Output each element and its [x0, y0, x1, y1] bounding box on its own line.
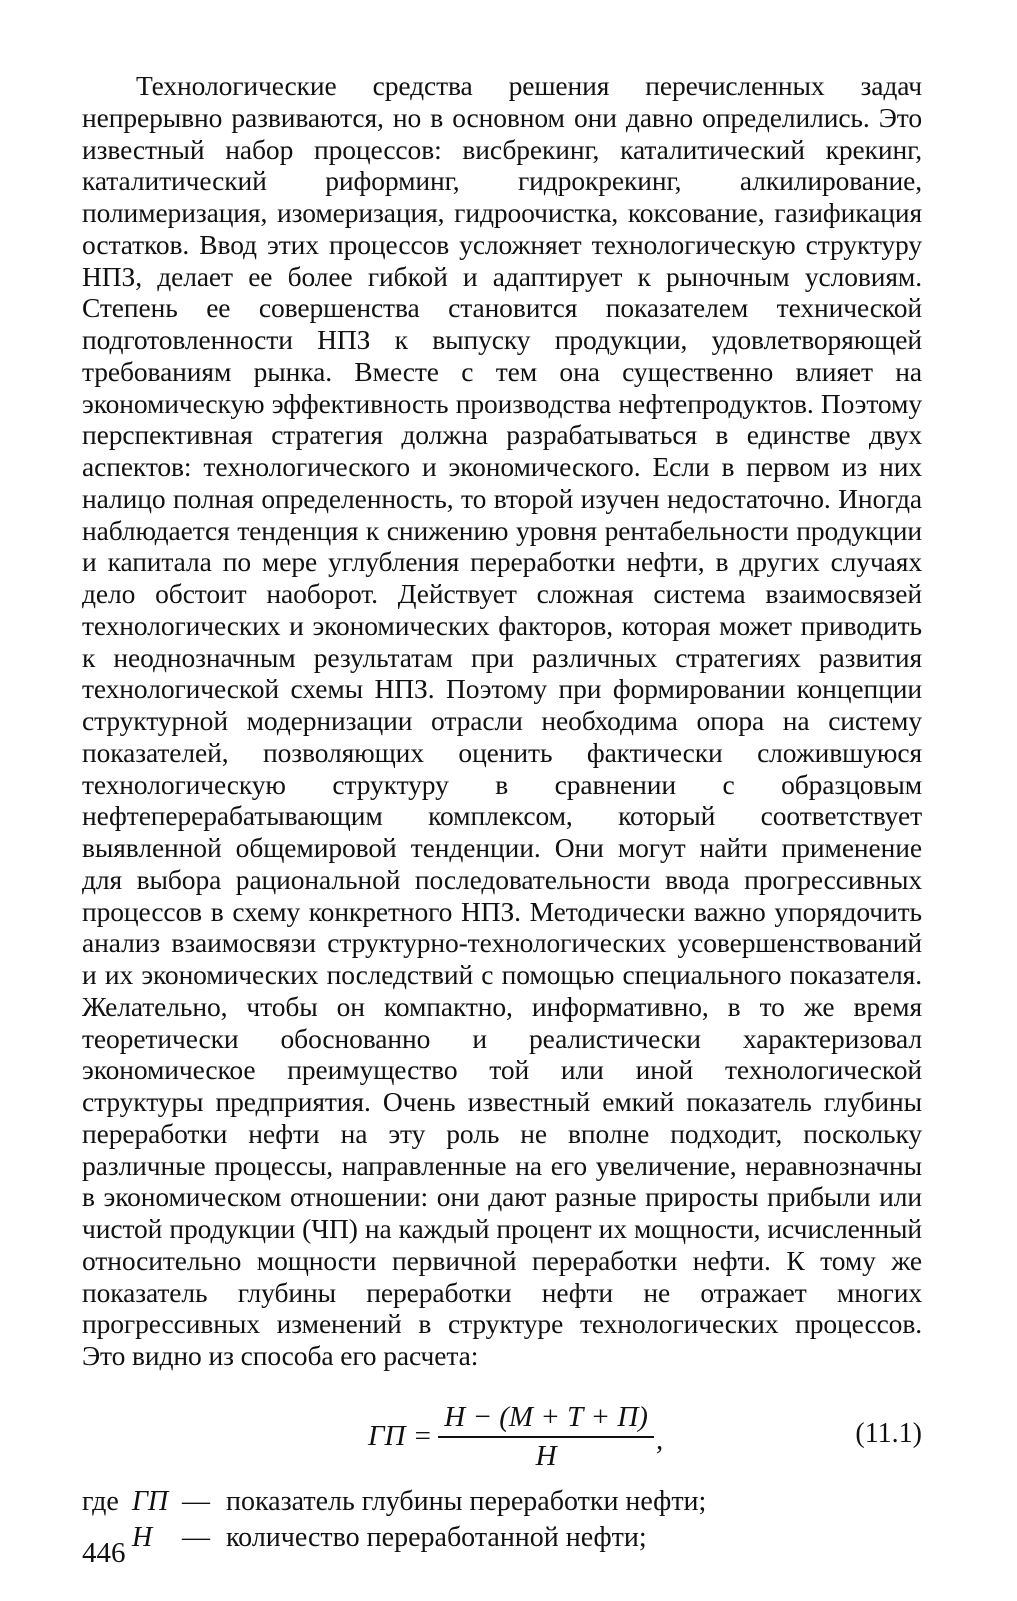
- formula-comma: ,: [655, 1424, 664, 1457]
- formula-denominator: Н: [535, 1439, 557, 1472]
- page-content: [82, 70, 922, 1556]
- definition-dash: —: [182, 1485, 210, 1517]
- formula-numerator: Н − (М + Т + П): [438, 1400, 654, 1438]
- equation-number: (11.1): [855, 1417, 922, 1449]
- formula-11-1: [82, 1372, 922, 1484]
- definition-row: [82, 1520, 922, 1556]
- definition-text: количество переработанной нефти;: [226, 1521, 647, 1553]
- definition-symbol: ГП: [132, 1485, 169, 1517]
- definitions-lead: где: [82, 1485, 119, 1517]
- body-paragraph: Технологические средства решения перечисленных задач непрерывно развиваются, но в основном они давно определились. Это известный набор процессов: висбрекинг, каталитический крекинг, каталитический риформинг, гидрокрекинг, алкилирование, полимеризация, изомеризация, гидроочистка, коксование, газификация остатков. Ввод этих процессов усложняет технологическую структуру НПЗ, делает ее более гибкой и адаптирует к рыночным условиям. Степень ее совершенства становится показателем технической подготовленности НПЗ к выпуску продукции, удовлетворяющей требованиям рынка. Вместе с тем она существенно влияет на экономическую эффективность производства нефтепродуктов. Поэтому перспективная стратегия должна разрабатываться в единстве двух аспектов: технологического и экономического. Если в первом из них налицо полная определенность, то второй изучен недостаточно. Иногда наблюдается тенденция к снижению уровня рентабельности продукции и капитала по мере углубления переработки нефти, в других случаях дело обстоит наоборот. Действует сложная система взаимосвязей технологических и экономических факторов, которая может приводить к неоднозначным результатам при различных стратегиях развития технологической схемы НПЗ. Поэтому при формировании концепции структурной модернизации отрасли необходима опора на систему показателей, позволяющих оценить фактически сложившуюся технологическую структуру в сравнении с образцовым нефтеперерабатывающим комплексом, который соответствует выявленной общемировой тенденции. Они могут найти применение для выбора рациональной последовательности ввода прогрессивных процессов в схему конкретного НПЗ. Методически важно упорядочить анализ взаимосвязи структурно-технологических усовершенствований и их экономических последствий с помощью специального показателя. Желательно, чтобы он компактно, информативно, в то же время теоретически обоснованно и реалистически характеризовал экономическое преимущество той или иной технологической структуры предприятия. Очень известный емкий показатель глубины переработки нефти на эту роль не вполне подходит, поскольку различные процессы, направленные на его увеличение, неравнозначны в экономическом отношении: они дают разные приросты прибыли или чистой продукции (ЧП) на каждый процент их мощности, исчисленный относительно мощности первичной переработки нефти. К тому же показатель глубины переработки нефти не отражает многих прогрессивных изменений в структуре технологических процессов. Это видно из способа его расчета:: [82, 70, 922, 1371]
- definition-text: показатель глубины переработки нефти;: [226, 1485, 707, 1517]
- formula-lhs: ГП =: [368, 1420, 433, 1453]
- formula-fraction: [438, 1400, 654, 1474]
- formula-expression: [368, 1400, 663, 1474]
- definition-dash: —: [182, 1521, 210, 1553]
- definition-symbol: Н: [132, 1521, 153, 1553]
- definitions-list: [82, 1484, 922, 1556]
- page-number: 446: [82, 1537, 126, 1569]
- definition-row: [82, 1484, 922, 1520]
